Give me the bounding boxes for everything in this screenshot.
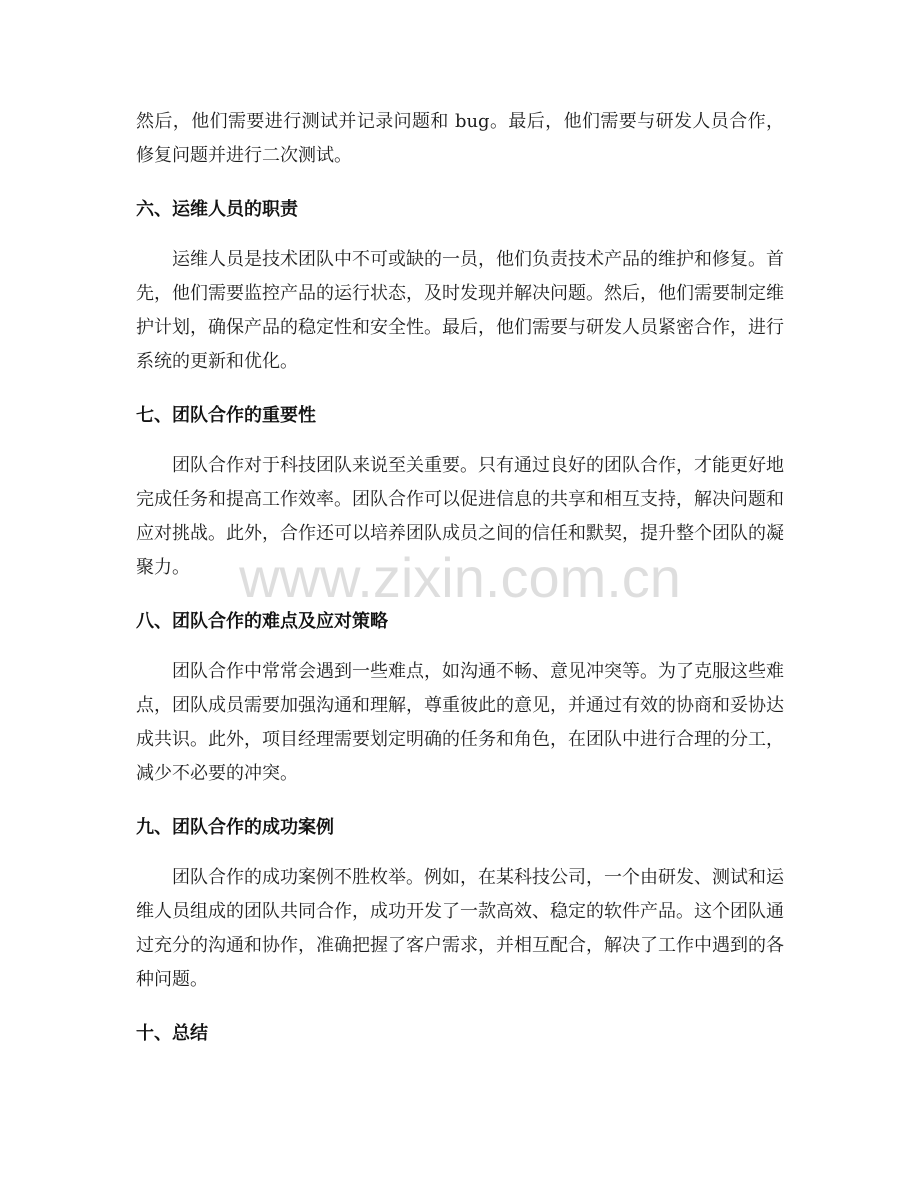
document-body bbox=[136, 105, 784, 1067]
section-heading-teamwork-importance: 七、团队合作的重要性 bbox=[136, 405, 316, 426]
watermark: www.zixin.com.cn bbox=[239, 546, 681, 609]
section-paragraph-success-cases: 团队合作的成功案例不胜枚举。例如，在某科技公司，一个由研发、测试和运维人员组成的团队共同合作，成功开发了一款高效、稳定的软件产品。这个团队通过充分的沟通和协作，准确把握了客户需求，并相互配合，解决了工作中遇到的各种问题。 bbox=[136, 867, 784, 990]
section-heading-summary: 十、总结 bbox=[136, 1023, 208, 1044]
section-heading-teamwork-difficulties: 八、团队合作的难点及应对策略 bbox=[136, 611, 388, 632]
section-heading-ops-duties: 六、运维人员的职责 bbox=[136, 199, 298, 220]
section-paragraph-ops-duties: 运维人员是技术团队中不可或缺的一员，他们负责技术产品的维护和修复。首先，他们需要监控产品的运行状态，及时发现并解决问题。然后，他们需要制定维护计划，确保产品的稳定性和安全性。最后，他们需要与研发人员紧密合作，进行系统的更新和优化。 bbox=[136, 249, 784, 372]
section-heading-success-cases: 九、团队合作的成功案例 bbox=[136, 817, 334, 838]
intro-paragraph: 然后，他们需要进行测试并记录问题和 bug。最后，他们需要与研发人员合作，修复问题并进行二次测试。 bbox=[136, 111, 784, 166]
section-paragraph-teamwork-difficulties: 团队合作中常常会遇到一些难点，如沟通不畅、意见冲突等。为了克服这些难点，团队成员需要加强沟通和理解，尊重彼此的意见，并通过有效的协商和妥协达成共识。此外，项目经理需要划定明确的任务和角色，在团队中进行合理的分工，减少不必要的冲突。 bbox=[136, 661, 784, 784]
section-paragraph-teamwork-importance: 团队合作对于科技团队来说至关重要。只有通过良好的团队合作，才能更好地完成任务和提高工作效率。团队合作可以促进信息的共享和相互支持，解决问题和应对挑战。此外，合作还可以培养团队成员之间的信任和默契，提升整个团队的凝聚力。 bbox=[136, 455, 784, 578]
